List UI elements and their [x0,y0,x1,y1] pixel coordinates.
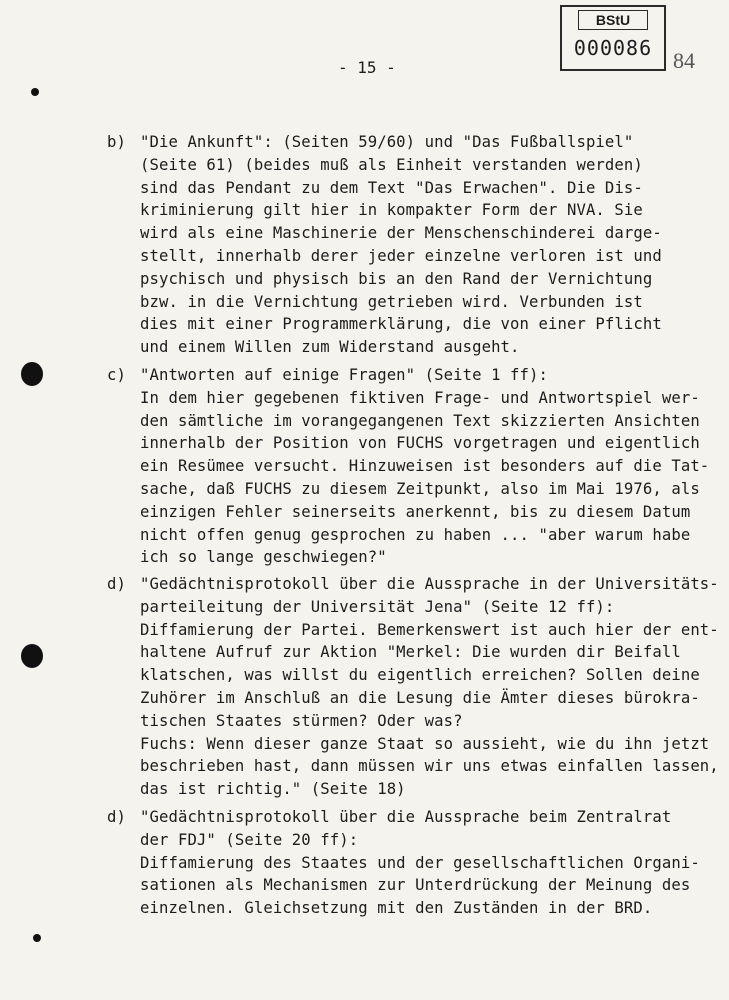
text-line: einzigen Fehler seinerseits anerkennt, bis zu diesem Datum [140,502,691,521]
section-marker: b) [107,133,126,151]
section-b [107,131,707,359]
section-d-1 [107,573,719,801]
section-marker: d) [107,575,126,593]
text-line: kriminierung gilt hier in kompakter Form der NVA. Sie [140,201,643,220]
text-line: (Seite 61) (beides muß als Einheit verstanden werden) [140,155,643,174]
text-line: "Gedächtnisprotokoll über die Aussprache beim Zentralrat [140,808,672,826]
text-line: Diffamierung der Partei. Bemerkenswert ist auch hier der ent- [140,620,719,639]
punch-hole-mark [33,934,41,942]
punch-hole [21,644,43,668]
text-line: innerhalb der Position von FUCHS vorgetragen und eigentlich [140,434,700,453]
text-line: Zuhörer im Anschluß an die Lesung die Ämter dieses bürokra- [140,688,700,707]
stamp-label: BStU [578,10,648,30]
text-line: einzelnen. Gleichsetzung mit den Zuständen in der BRD. [140,899,653,918]
text-line: parteileitung der Universität Jena" (Seite 12 ff): [140,597,615,616]
punch-hole [21,362,43,386]
section-d-2 [107,806,707,920]
stamp-number: 000086 [573,36,653,60]
text-line: sind das Pendant zu dem Text "Das Erwachen". Die Dis- [140,178,643,197]
text-line: ein Resümee versucht. Hinzuweisen ist besonders auf die Tat- [140,457,710,476]
punch-hole-mark [31,88,39,96]
text-line: wird als eine Maschinerie der Menschenschinderei darge- [140,224,662,243]
archive-stamp [560,5,666,71]
text-line: den sämtliche im vorangegangenen Text skizzierten Ansichten [140,411,700,430]
text-line: ich so lange geschwiegen?" [140,548,387,567]
text-line: dies mit einer Programmerklärung, die von einer Pflicht [140,315,662,334]
folio-number: 84 [673,48,695,73]
text-line: bzw. in die Vernichtung getrieben wird. Verbunden ist [140,292,643,311]
text-line: Fuchs: Wenn dieser ganze Staat so aussieht, wie du ihn jetzt [140,734,710,753]
text-line: "Gedächtnisprotokoll über die Aussprache in der Universitäts- [140,575,719,593]
section-marker: d) [107,808,126,826]
text-line: klatschen, was willst du eigentlich erreichen? Sollen deine [140,666,700,685]
section-c [107,364,710,569]
section-marker: c) [107,366,126,384]
text-line: Diffamierung des Staates und der gesellschaftlichen Organi- [140,853,700,872]
text-line: nicht offen genug gesprochen zu haben ... "aber warum habe [140,525,691,544]
page-number: - 15 - [338,58,396,77]
text-line: sationen als Mechanismen zur Unterdrückung der Meinung des [140,876,691,895]
text-line: "Die Ankunft": (Seiten 59/60) und "Das Fußballspiel" [140,133,634,151]
text-line: stellt, innerhalb derer jeder einzelne verloren ist und [140,246,662,265]
text-line: "Antworten auf einige Fragen" (Seite 1 ff): [140,366,548,384]
text-line: und einem Willen zum Widerstand ausgeht. [140,338,520,357]
text-line: das ist richtig." (Seite 18) [140,780,406,799]
text-line: haltene Aufruf zur Aktion "Merkel: Die wurden dir Beifall [140,643,681,662]
text-line: In dem hier gegebenen fiktiven Frage- und Antwortspiel wer- [140,388,700,407]
text-line: tischen Staates stürmen? Oder was? [140,711,463,730]
text-line: psychisch und physisch bis an den Rand der Vernichtung [140,269,653,288]
text-line: der FDJ" (Seite 20 ff): [140,830,359,849]
text-line: beschrieben hast, dann müssen wir uns etwas einfallen lassen, [140,757,719,776]
text-line: sache, daß FUCHS zu diesem Zeitpunkt, also im Mai 1976, als [140,479,700,498]
